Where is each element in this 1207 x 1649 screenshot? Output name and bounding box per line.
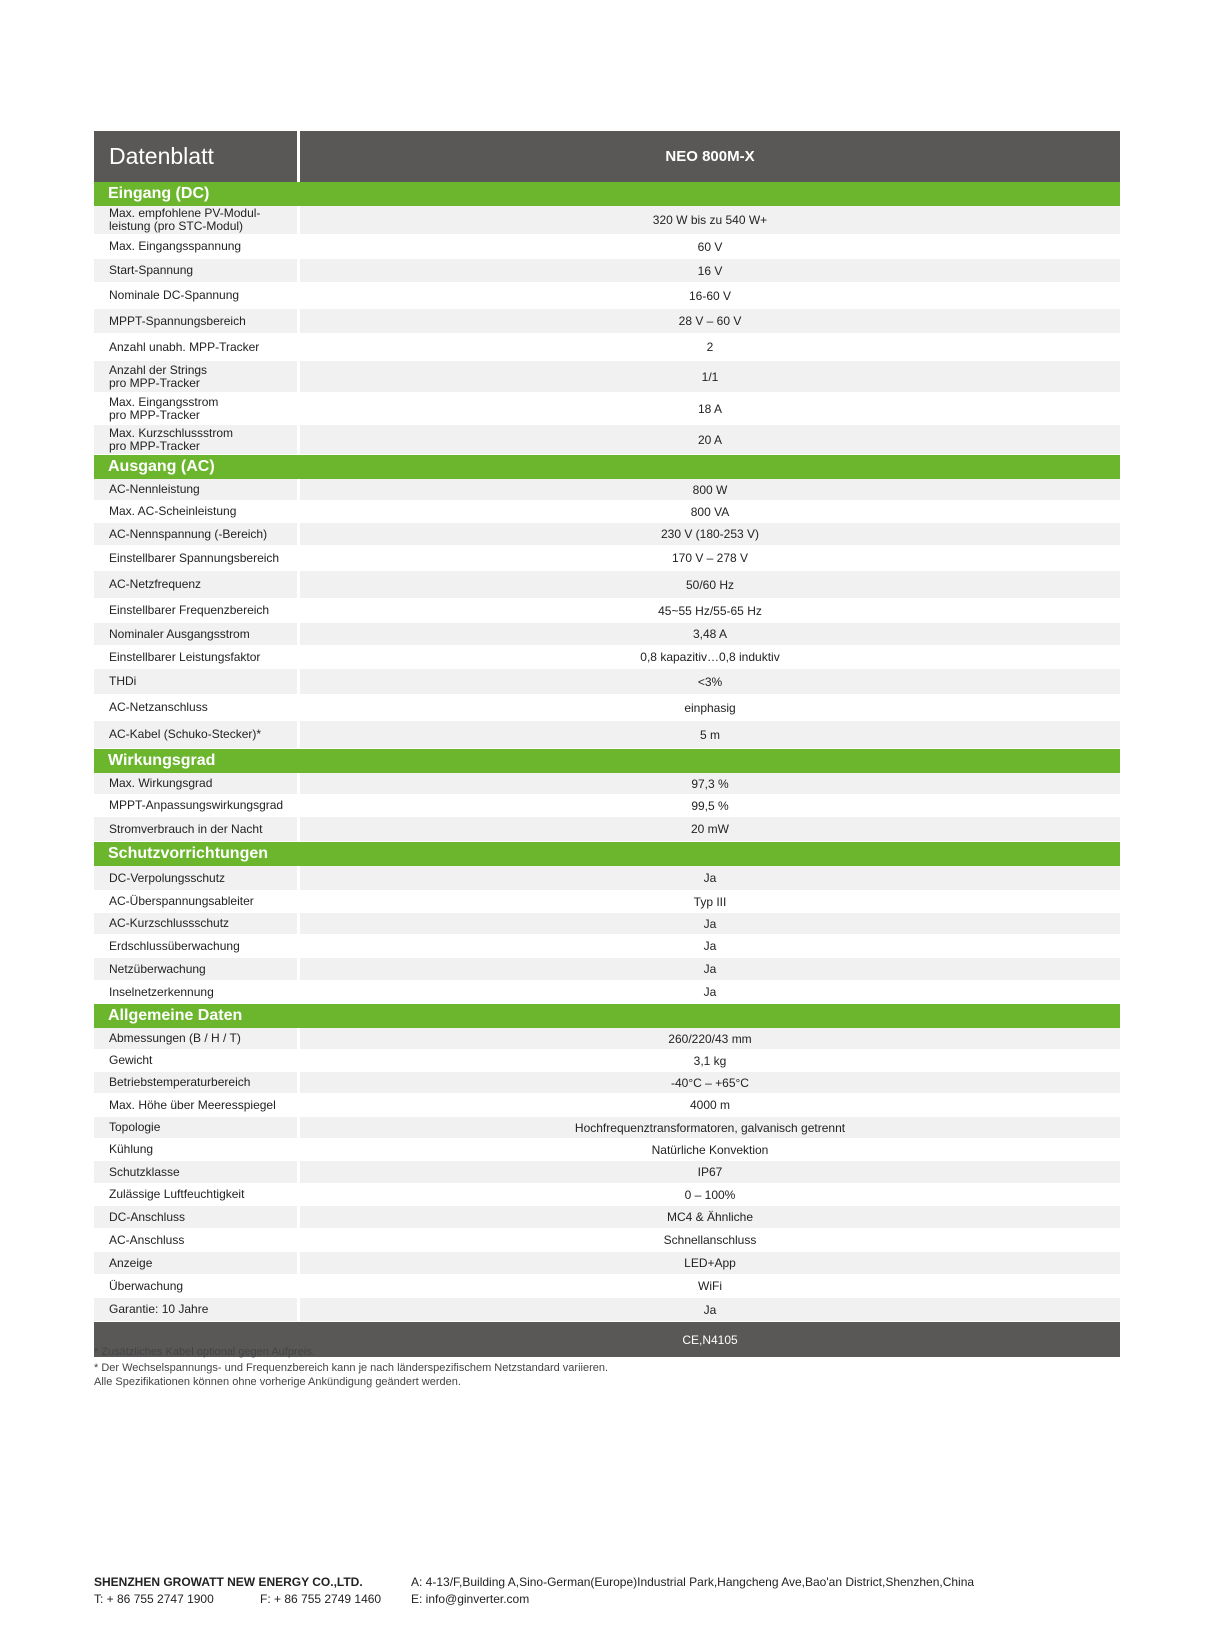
table-row (94, 1275, 1120, 1298)
spec-value: <3% (697, 674, 723, 689)
spec-label: Max. Höhe über Meeresspiegel (94, 1094, 300, 1116)
spec-value: Ja (703, 985, 717, 999)
spec-label: Schutzklasse (94, 1161, 300, 1183)
table-row (94, 695, 1120, 721)
section-header: Eingang (DC) (94, 182, 1120, 206)
table-row (94, 1139, 1120, 1161)
company-address: A: 4-13/F,Building A,Sino-German(Europe)Industrial Park,Hangcheng Ave,Bao'an District,Shenzhen,China (411, 1575, 975, 1589)
spec-label: Max. empfohlene PV-Modul- leistung (pro STC-Modul) (94, 206, 300, 234)
spec-label: Anzeige (94, 1252, 300, 1274)
spec-value: Ja (703, 939, 717, 953)
table-row (94, 501, 1120, 523)
company-info (94, 1574, 974, 1608)
spec-value: 1/1 (701, 369, 719, 384)
table-row (94, 1298, 1120, 1322)
spec-value: 20 A (697, 432, 723, 447)
spec-label: Max. Kurzschlussstrom pro MPP-Tracker (94, 425, 300, 454)
table-row (94, 866, 1120, 891)
table-row (94, 1094, 1120, 1117)
table-row (94, 913, 1120, 935)
table-header (94, 131, 1120, 182)
table-row (94, 393, 1120, 425)
spec-label: DC-Anschluss (94, 1206, 300, 1228)
table-row (94, 283, 1120, 309)
table-row (94, 546, 1120, 571)
table-row (94, 259, 1120, 283)
spec-label: Garantie: 10 Jahre (94, 1298, 300, 1321)
spec-value: 99,5 % (691, 798, 729, 813)
spec-value: Schnellanschluss (663, 1233, 757, 1247)
footnote: * Der Wechselspannungs- und Frequenzbereich kann je nach länderspezifischem Netzstandard variieren. Alle Spezifikationen können ohne vorherige Ankündigung geändert werden. (94, 1362, 609, 1388)
table-row (94, 1161, 1120, 1184)
table-row (94, 361, 1120, 393)
section-header: Schutzvorrichtungen (94, 842, 1120, 866)
table-row (94, 935, 1120, 958)
spec-label: AC-Kurzschlussschutz (94, 913, 300, 934)
table-row (94, 623, 1120, 646)
table-row (94, 646, 1120, 669)
table-row (94, 981, 1120, 1004)
spec-value: MC4 & Ähnliche (666, 1210, 754, 1224)
spec-label: Einstellbarer Leistungsfaktor (94, 646, 300, 668)
spec-label: Topologie (94, 1117, 300, 1138)
section-header: Ausgang (AC) (94, 455, 1120, 479)
spec-value: IP67 (697, 1165, 723, 1179)
spec-value: 0 – 100% (684, 1187, 736, 1202)
spec-value: Ja (703, 1302, 717, 1317)
spec-value: 16-60 V (688, 288, 732, 303)
table-row (94, 773, 1120, 795)
spec-value: 230 V (180-253 V) (660, 527, 760, 541)
model-name: NEO 800M-X (665, 148, 755, 165)
certification-value: CE,N4105 (682, 1332, 738, 1347)
spec-label: Start-Spannung (94, 259, 300, 282)
table-row (94, 817, 1120, 842)
spec-value: 4000 m (689, 1098, 731, 1112)
spec-value: einphasig (684, 700, 736, 715)
spec-value: 18 A (697, 401, 723, 416)
spec-value: 800 VA (690, 504, 730, 519)
page-title: Datenblatt (94, 131, 300, 182)
spec-label: Betriebstemperaturbereich (94, 1072, 300, 1093)
table-row (94, 523, 1120, 546)
spec-value: WiFi (698, 1279, 722, 1293)
spec-label: Einstellbarer Frequenzbereich (94, 599, 300, 622)
table-row (94, 1028, 1120, 1050)
spec-value: LED+App (684, 1256, 736, 1270)
spec-label: AC-Netzfrequenz (94, 571, 300, 598)
company-email: E: info@ginverter.com (411, 1592, 530, 1606)
table-row (94, 334, 1120, 361)
table-row (94, 571, 1120, 599)
spec-label: Anzahl der Strings pro MPP-Tracker (94, 361, 300, 392)
spec-label: Netzüberwachung (94, 958, 300, 980)
spec-value: 170 V – 278 V (671, 551, 749, 565)
spec-label: Abmessungen (B / H / T) (94, 1028, 300, 1049)
table-row (94, 235, 1120, 259)
spec-label: Stromverbrauch in der Nacht (94, 817, 300, 841)
table-row (94, 1229, 1120, 1252)
table-row (94, 1206, 1120, 1229)
spec-value: 0,8 kapazitiv…0,8 induktiv (640, 650, 780, 664)
spec-value: 5 m (699, 727, 720, 742)
company-name: SHENZHEN GROWATT NEW ENERGY CO.,LTD. (94, 1575, 363, 1589)
spec-value: 50/60 Hz (685, 577, 735, 592)
spec-label: AC-Netzanschluss (94, 695, 300, 720)
spec-value: 16 V (697, 263, 723, 278)
spec-label: AC-Überspannungsableiter (94, 891, 300, 912)
spec-label: Erdschlussüberwachung (94, 935, 300, 957)
spec-value: Hochfrequenztransformatoren, galvanisch getrennt (574, 1120, 846, 1135)
spec-label: MPPT-Anpassungswirkungsgrad (94, 795, 300, 816)
spec-label: AC-Anschluss (94, 1229, 300, 1251)
spec-value: 20 mW (690, 822, 729, 836)
spec-label: AC-Nennspannung (-Bereich) (94, 523, 300, 545)
datasheet-table (94, 131, 1120, 1357)
section-header: Allgemeine Daten (94, 1004, 1120, 1028)
spec-label: Inselnetzerkennung (94, 981, 300, 1003)
spec-value: Ja (703, 916, 717, 931)
table-row (94, 1184, 1120, 1206)
section-header: Wirkungsgrad (94, 749, 1120, 773)
table-row (94, 425, 1120, 455)
spec-label: Max. Eingangsstrom pro MPP-Tracker (94, 393, 300, 424)
table-row (94, 721, 1120, 749)
spec-value: 60 V (697, 239, 723, 254)
spec-value: 800 W (692, 482, 728, 497)
spec-value: Ja (703, 962, 717, 976)
table-row (94, 1072, 1120, 1094)
spec-value: 260/220/43 mm (668, 1031, 752, 1046)
spec-label: THDi (94, 669, 300, 694)
spec-label: Anzahl unabh. MPP-Tracker (94, 334, 300, 360)
spec-label: AC-Nennleistung (94, 479, 300, 500)
footnotes (94, 1345, 608, 1391)
spec-label: MPPT-Spannungsbereich (94, 309, 300, 333)
table-row (94, 309, 1120, 334)
spec-value: 320 W bis zu 540 W+ (652, 213, 768, 227)
spec-label: Kühlung (94, 1139, 300, 1160)
table-row (94, 1117, 1120, 1139)
spec-label: Max. Eingangsspannung (94, 235, 300, 258)
table-row (94, 1050, 1120, 1072)
spec-value: 2 (706, 340, 714, 354)
spec-value: -40°C – +65°C (671, 1075, 749, 1090)
spec-value: 97,3 % (691, 776, 729, 791)
table-row (94, 958, 1120, 981)
spec-label: Gewicht (94, 1050, 300, 1071)
spec-label: Nominaler Ausgangsstrom (94, 623, 300, 645)
spec-label: Max. AC-Scheinleistung (94, 501, 300, 522)
spec-label: Einstellbarer Spannungsbereich (94, 546, 300, 570)
table-row (94, 669, 1120, 695)
spec-value: Natürliche Konvektion (651, 1142, 769, 1157)
spec-label: AC-Kabel (Schuko-Stecker)* (94, 721, 300, 748)
footnote: * Zusätzliches Kabel optional gegen Aufpreis. (94, 1346, 315, 1358)
spec-value: 3,1 kg (693, 1053, 727, 1068)
spec-label: Max. Wirkungsgrad (94, 773, 300, 794)
table-row (94, 206, 1120, 235)
spec-value: Typ III (693, 894, 727, 909)
table-row (94, 795, 1120, 817)
spec-value: Ja (703, 871, 717, 885)
spec-value: 28 V – 60 V (678, 314, 742, 328)
table-row (94, 1252, 1120, 1275)
company-phone: T: + 86 755 2747 1900 (94, 1592, 214, 1606)
spec-sections (94, 182, 1120, 1322)
table-row (94, 599, 1120, 623)
spec-label: Nominale DC-Spannung (94, 283, 300, 308)
spec-label: DC-Verpolungsschutz (94, 866, 300, 890)
spec-label: Überwachung (94, 1275, 300, 1297)
table-row (94, 479, 1120, 501)
spec-value: 45~55 Hz/55-65 Hz (658, 603, 762, 618)
spec-label: Zulässige Luftfeuchtigkeit (94, 1184, 300, 1205)
company-fax: F: + 86 755 2749 1460 (260, 1592, 382, 1606)
table-row (94, 891, 1120, 913)
spec-value: 3,48 A (692, 627, 728, 641)
